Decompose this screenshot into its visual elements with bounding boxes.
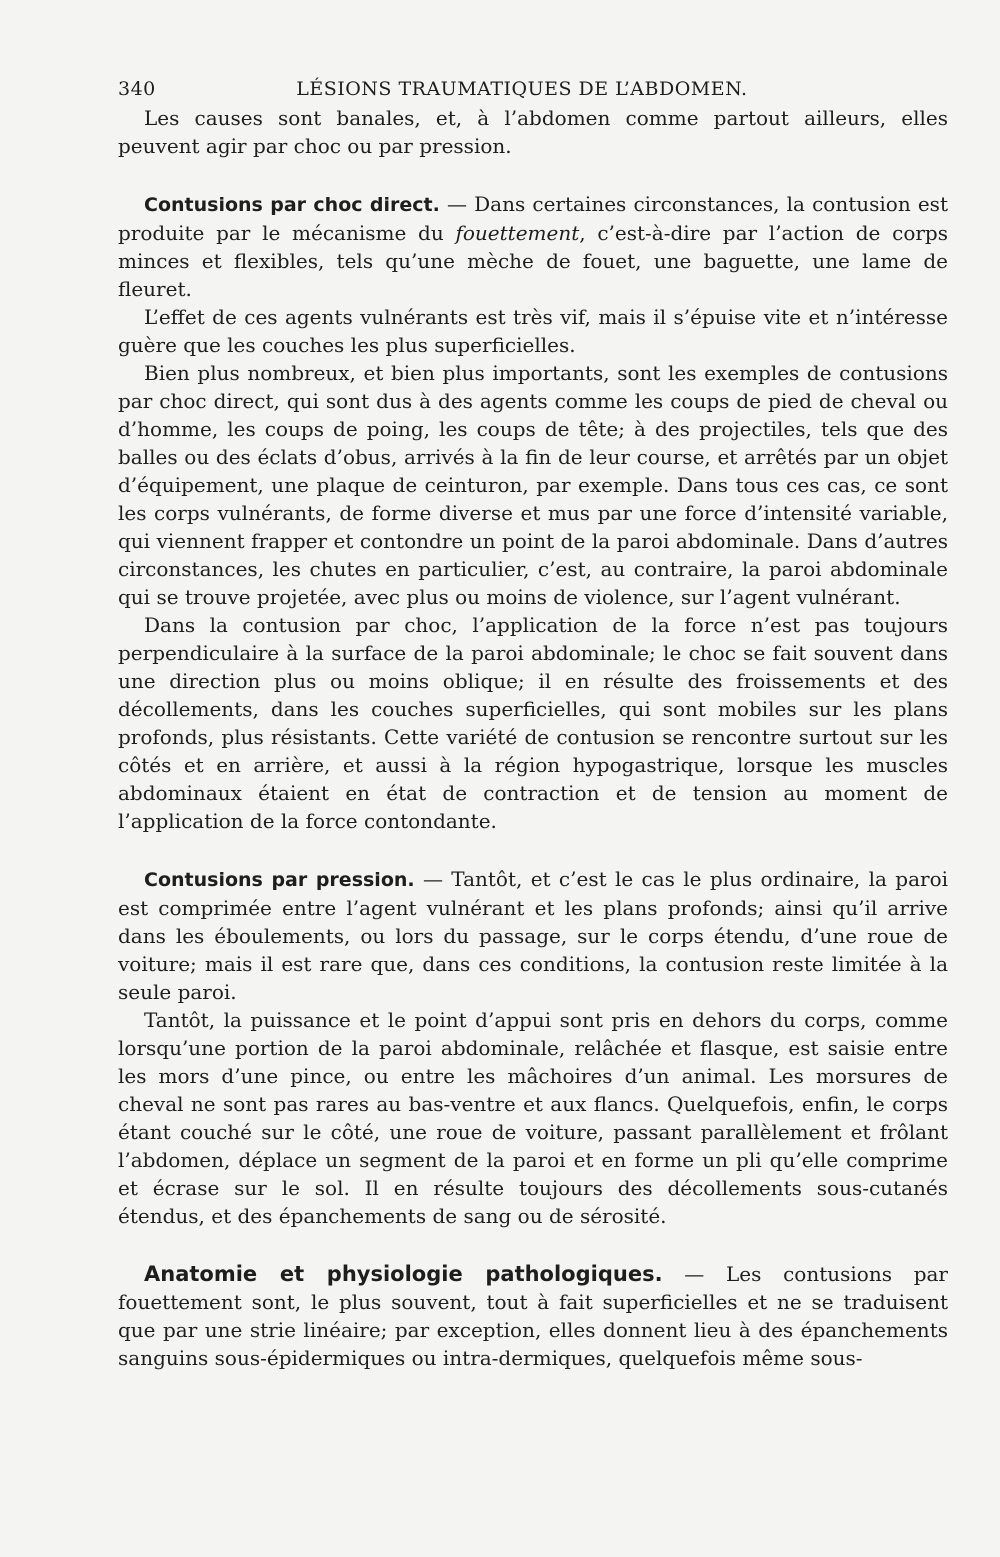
section-choc-direct [118, 190, 948, 835]
page-number: 340 [118, 78, 156, 100]
paragraph [118, 190, 948, 303]
italic-term: fouettement [455, 221, 580, 245]
paragraph: Dans la contusion par choc, l’application de la force n’est pas toujours perpendiculaire à la surface de la paroi abdominale; le choc se fait souvent dans une direction plus ou moins oblique; il en résulte des froissements et des décollements, dans les couches superficielles, qui sont mobiles sur les plans profonds, plus résistants. Cette variété de contusion se rencontre surtout sur les côtés et en arrière, et aussi à la région hypogastrique, lorsque les muscles abdominaux étaient en état de contraction et de tension au moment de l’application de la force contondante. [118, 613, 948, 833]
paragraph [118, 865, 948, 1006]
text-run: — Dans certaines circonstances, la contusion est produite par le mécanisme du [118, 192, 948, 245]
paragraph: L’effet de ces agents vulnérants est très vif, mais il s’épuise vite et n’intéresse guère que les couches les plus superficielles. [118, 305, 948, 357]
running-title: LÉSIONS TRAUMATIQUES DE L’ABDOMEN. [296, 78, 748, 100]
intro-paragraph: Les causes sont banales, et, à l’abdomen comme partout ailleurs, elles peuvent agir par choc ou par pression. [118, 106, 948, 158]
section-heading: Contusions par choc direct. [144, 194, 440, 216]
section-pression [118, 865, 948, 1230]
running-header [118, 78, 948, 100]
text-run: — Les contusions par fouettement sont, le plus souvent, tout à fait superficielles et ne se traduisent que par une strie linéaire; par exception, elles donnent lieu à des épanchements sanguins sous-épidermiques ou intra-dermiques, quelquefois même sous- [118, 1262, 948, 1370]
text-run: — Tantôt, et c’est le cas le plus ordinaire, la paroi est comprimée entre l’agent vulnérant et les plans profonds; ainsi qu’il arrive dans les éboulements, ou lors du passage, sur le corps étendu, d’une roue de voiture; mais il est rare que, dans ces conditions, la contusion reste limitée à la seule paroi. [118, 867, 949, 1004]
paragraph: Bien plus nombreux, et bien plus importants, sont les exemples de contusions par choc direct, qui sont dus à des agents comme les coups de pied de cheval ou d’homme, les coups de poing, les coups de tête; à des projectiles, tels que des balles ou des éclats d’obus, arrivés à la fin de leur course, et arrêtés par un objet d’équipement, une plaque de ceinturon, par exemple. Dans tous ces cas, ce sont les corps vulnérants, de forme diverse et mus par une force d’intensité variable, qui viennent frapper et contondre un point de la paroi abdominale. Dans d’autres circonstances, les chutes en particulier, c’est, au contraire, la paroi abdominale qui se trouve projetée, avec plus ou moins de violence, sur l’agent vulnérant. [118, 361, 948, 609]
section-heading: Contusions par pression. [144, 869, 415, 891]
paragraph [118, 1260, 948, 1372]
text-run: , c’est-à-dire par l’action de corps minces et flexibles, tels qu’une mèche de fouet, une baguette, une lame de fleuret. [118, 221, 948, 301]
paragraph: Tantôt, la puissance et le point d’appui sont pris en dehors du corps, comme lorsqu’une portion de la paroi abdominale, relâchée et flasque, est saisie entre les mors d’une pince, ou entre les mâchoires d’un animal. Les morsures de cheval ne sont pas rares au bas-ventre et aux flancs. Quelquefois, enfin, le corps étant couché sur le côté, une roue de voiture, passant parallèlement et frôlant l’abdomen, déplace un segment de la paroi et en forme un pli qu’elle comprime et écrase sur le sol. Il en résulte toujours des décollements sous-cutanés étendus, et des épanchements de sang ou de sérosité. [118, 1008, 948, 1228]
section-heading: Anatomie et physiologie pathologiques. [144, 1262, 663, 1286]
section-anatomie [118, 1260, 948, 1372]
